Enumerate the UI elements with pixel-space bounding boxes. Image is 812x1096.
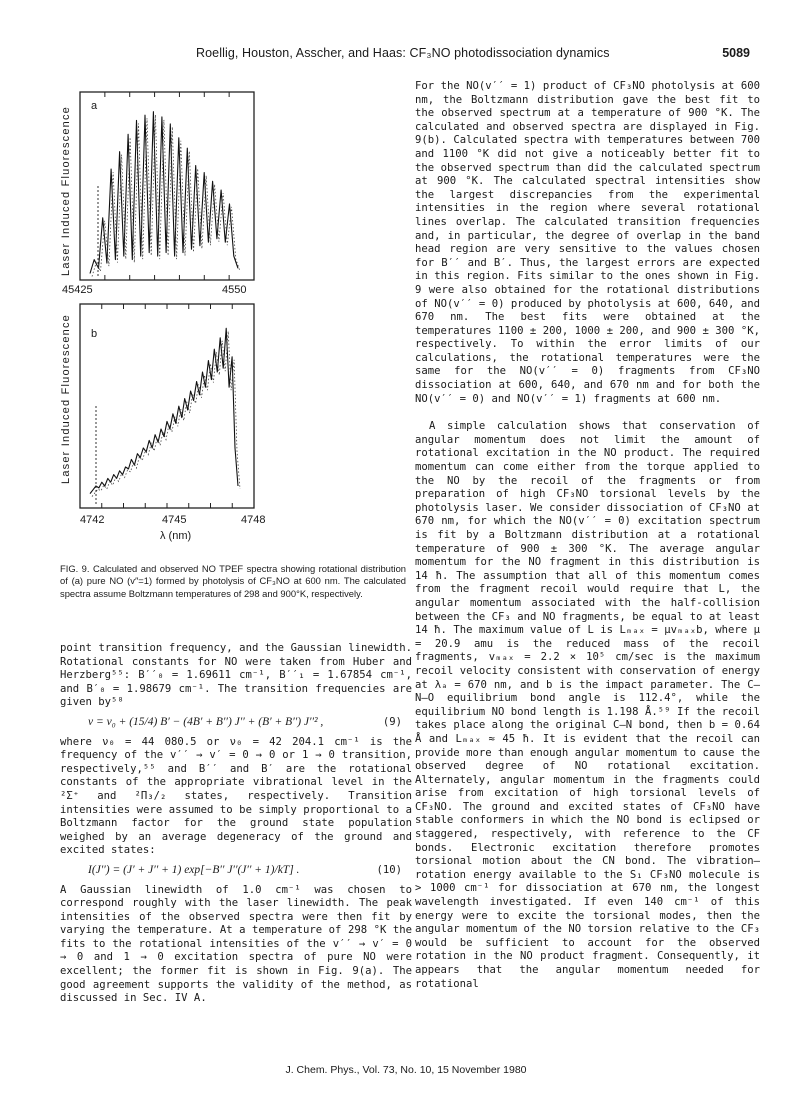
equation-10-number: (10): [376, 863, 402, 876]
paragraph: where ν₀ = 44 080.5 or ν₀ = 42 204.1 cm⁻¹ is the frequency of the v′′ → v′ = 0 → 0 or 1 → 0 transition, respectively,⁵⁵ and B′′ and B′ are the rotational constants of the appropriate vibrational level in the ²Σ⁺ and ²Π₃/₂ states, respectively. Transition intensities were assumed to be simply proportional to a Boltzmann factor for the ground state population weighed by an average degeneracy of the ground and excited states:: [60, 735, 412, 857]
running-header: [0, 46, 812, 62]
panel-b-ylabel: Laser Induced Fluorescence: [60, 313, 72, 484]
figure-caption: FIG. 9. Calculated and observed NO TPEF spectra showing rotational distribution of (a) pure NO (v″=1) formed by photolysis of CF₃NO at 600 nm. The calculated spectra assume Boltzmann temperatures of 298 and 900°K, respectively.: [60, 563, 406, 599]
panel-a-tag: a: [91, 100, 98, 112]
equation-10: [60, 858, 412, 884]
equation-9: [60, 710, 412, 736]
equation-9-body: ν = ν₀ + (15/4) B′ − (4B′ + B′′) J′′ + (B′ + B′′) J′′² ,: [88, 715, 324, 728]
paragraph: point transition frequency, and the Gaussian linewidth. Rotational constants for NO were taken from Huber and Herzberg⁵⁵: B′′₀ = 1.69611 cm⁻¹, B′′₁ = 1.67854 cm⁻¹, and B′₀ = 1.98679 cm⁻¹. The transition frequencies are given by⁵⁸: [60, 642, 412, 709]
panel-a-xtick-left: 45425: [62, 284, 93, 296]
paragraph: A simple calculation shows that conservation of angular momentum does not limit the amount of rotational excitation in the NO product. The required momentum can come either from the torque applied to the NO by the recoil of the fragments or from preparation of high CF₃NO torsional levels by the photolysis laser. We consider dissociation of CF₃NO at 670 nm, for which the NO(v′′ = 0) excitation spectrum is fit by a Boltzmann distribution at a rotational temperature of 900 ± 300 °K. The average angular momentum for the NO fragment in this distribution is 14 ħ. The assumption that all of this momentum comes from the fragment recoil would require that L, the angular momentum associated with the half-collision between the CF₃ and NO fragments, be equal to at least 14 ħ. The maximum value of L is Lₘₐₓ = μvₘₐₓb, where μ = 20.9 amu is the reduced mass of the recoil fragments, vₘₐₓ = 2.2 × 10⁵ cm/sec is the maximum recoil velocity consistent with conservation of energy at λₐ = 670 nm, and b is the impact parameter. The C–N–O equilibrium bond angle is 112.4°, while the equilibrium NO bond length is 1.198 Å.⁵⁹ If the recoil takes place along the original C–N bond, then b = 0.64 Å and Lₘₐₓ ≈ 45 ħ. It is evident that the recoil can provide more than enough angular momentum to cause the observed degree of NO rotational excitation. Alternately, angular momentum in the fragments could arise from excitation of high torsional levels of CF₃NO. The ground and excited states of CF₃NO have stable conformers in which the NO bond is eclipsed or staggered, respectively, with reference to the CF bonds. Electronic excitation therefore promotes torsional motion about the CN bond. The vibration–rotation energy available to the S₁ CF₃NO molecule is > 1000 cm⁻¹ for dissociation at 670 nm, the longest wavelength investigated. If even 140 cm⁻¹ of this energy were to excite the torsional modes, then the angular momentum of the NO torsion relative to the CF₃ would be sufficient to account for the observed rotation in the NO product fragment. Consequently, it appears that the angular momentum needed for rotational: [415, 420, 760, 990]
panel-a-ylabel: Laser Induced Fluorescence: [60, 105, 72, 276]
right-column: [415, 80, 760, 991]
panel-b-tag: b: [91, 328, 98, 340]
figure-panel-b: [56, 300, 356, 540]
figure-9: [56, 80, 356, 540]
page-number: 5089: [722, 46, 750, 60]
observed-spectrum-line: [90, 328, 238, 493]
figure-panel-a: [56, 80, 356, 295]
journal-footer: J. Chem. Phys., Vol. 73, No. 10, 15 November 1980: [285, 1064, 527, 1076]
calculated-spectrum-line: [92, 331, 240, 496]
equation-9-number: (9): [382, 715, 402, 728]
paragraph: For the NO(v′′ = 1) product of CF₃NO photolysis at 600 nm, the Boltzmann distribution gave the best fit to the observed spectrum at a temperature of 900 °K. The calculated and observed spectra are displayed in Fig. 9(b). Calculated spectra with temperatures between 700 and 1100 °K did not give a noticeably better fit to the observed spectrum than did the calculated spectrum at 900 °K. The calculated spectral intensities show the largest discrepancies from the experimental intensities in the region where several rotational lines overlap. The calculated transition frequencies and, in particular, the degree of overlap in the band head region are very sensitive to the values chosen for B′′ and B′. Thus, the largest errors are expected in this region. Fits similar to the ones shown in Fig. 9 were also obtained for the rotational distributions of NO(v′′ = 0) produced by photolysis at 600, 640, and 670 nm. The best fits were obtained at the temperatures 1100 ± 200, 1000 ± 200, and 900 ± 300 °K, respectively. To within the error limits of our calculations, the rotational temperatures were the same for the NO(v′′ = 0) fragments from CF₃NO dissociation at 600, 640, and 670 nm and for both the NO(v′′ = 0) and NO(v′′ = 1) fragments at 600 nm.: [415, 80, 760, 405]
left-column: [60, 642, 412, 1006]
plot-frame: [80, 304, 254, 508]
panel-a-plot: [56, 80, 356, 285]
equation-10-body: I(J′′) = (J′ + J′′ + 1) exp[−B′′ J′′(J′′ + 1)/kT] .: [88, 863, 300, 876]
panel-b-xtick-3: 4748: [241, 514, 266, 526]
panel-a-xtick-right: 4550: [222, 284, 247, 296]
paragraph: A Gaussian linewidth of 1.0 cm⁻¹ was chosen to correspond roughly with the laser linewidth. The peak intensities of the observed spectra were then fit by varying the temperature. At a temperature of 298 °K the fits to the rotational intensities of the v′′ → v′ = 0 → 0 and 1 → 0 excitation spectra of pure NO were excellent; the former fit is shown in Fig. 9(a). The good agreement supports the validity of the method, as discussed in Sec. IV A.: [60, 883, 412, 1005]
panel-b-plot: [56, 300, 356, 515]
panel-b-xtick-2: 4745: [162, 514, 187, 526]
panel-b-xlabel: λ (nm): [160, 530, 192, 542]
running-title: Roellig, Houston, Asscher, and Haas: CF₃NO photodissociation dynamics: [196, 46, 610, 60]
panel-b-xtick-1: 4742: [80, 514, 105, 526]
